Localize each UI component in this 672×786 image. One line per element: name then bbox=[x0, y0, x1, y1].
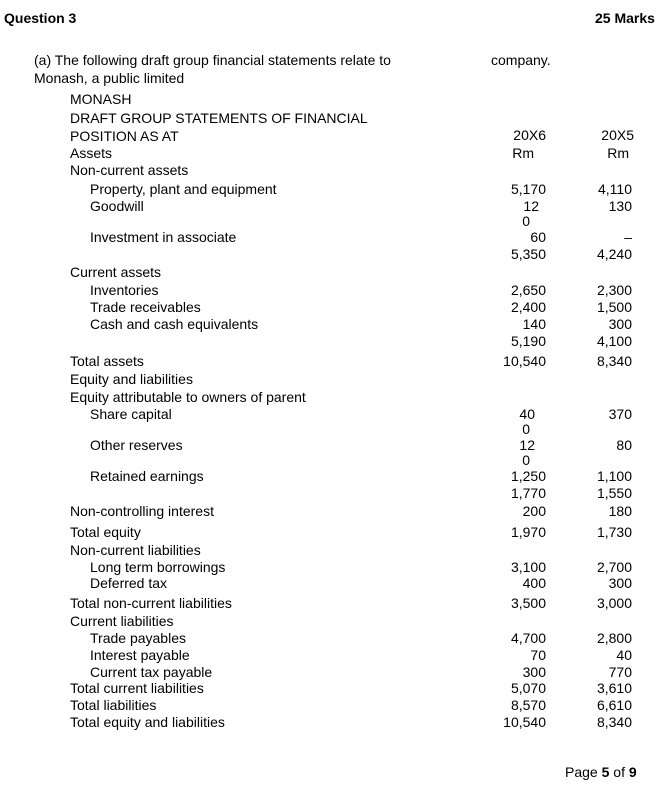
page-current: 5 bbox=[601, 764, 610, 780]
total-assets-20x6: 10,540 bbox=[503, 353, 546, 369]
total-equity-20x6: 1,970 bbox=[510, 524, 546, 540]
other-reserves-20x6-a: 12 bbox=[519, 437, 535, 453]
tax-payable-20x5: 770 bbox=[608, 664, 632, 680]
goodwill-20x6-b: 0 bbox=[522, 213, 530, 229]
statement-title-1: DRAFT GROUP STATEMENTS OF FINANCIAL bbox=[70, 110, 368, 126]
cash-label: Cash and cash equivalents bbox=[90, 316, 259, 332]
total-assets-20x5: 8,340 bbox=[596, 353, 632, 369]
non-current-liabilities-heading: Non-current liabilities bbox=[70, 542, 201, 558]
ca-total-20x6: 5,190 bbox=[510, 333, 546, 349]
ppe-label: Property, plant and equipment bbox=[90, 181, 277, 197]
statement-title-2: POSITION AS AT bbox=[70, 128, 179, 144]
total-cl-20x5: 3,610 bbox=[596, 680, 632, 696]
col1-unit: Rm bbox=[512, 145, 534, 161]
associate-20x6: 60 bbox=[530, 229, 546, 245]
long-term-borrowings-20x5: 2,700 bbox=[596, 559, 632, 575]
share-capital-label: Share capital bbox=[90, 406, 172, 422]
total-equity-liabilities-label: Total equity and liabilities bbox=[70, 714, 225, 730]
entity-name: MONASH bbox=[70, 91, 132, 107]
total-liabilities-20x6: 8,570 bbox=[510, 697, 546, 713]
page-number bbox=[565, 764, 637, 780]
trade-receivables-20x6: 2,400 bbox=[510, 299, 546, 315]
equity-subtotal-20x6: 1,770 bbox=[510, 485, 546, 501]
share-capital-20x6-b: 0 bbox=[522, 421, 530, 437]
other-reserves-20x5: 80 bbox=[616, 437, 632, 453]
interest-payable-label: Interest payable bbox=[90, 647, 190, 663]
total-assets-label: Total assets bbox=[70, 353, 144, 369]
nci-label: Non-controlling interest bbox=[70, 503, 214, 519]
tax-payable-20x6: 300 bbox=[522, 664, 546, 680]
total-cl-label: Total current liabilities bbox=[70, 680, 204, 696]
inventories-20x6: 2,650 bbox=[510, 282, 546, 298]
retained-earnings-20x6: 1,250 bbox=[510, 468, 546, 484]
intro-line-1: (a) The following draft group financial statements relate to bbox=[34, 52, 391, 68]
goodwill-label: Goodwill bbox=[90, 198, 144, 214]
equity-parent-heading: Equity attributable to owners of parent bbox=[70, 389, 306, 405]
nci-20x6: 200 bbox=[522, 503, 546, 519]
trade-receivables-20x5: 1,500 bbox=[596, 299, 632, 315]
assets-heading: Assets bbox=[70, 145, 113, 161]
cash-20x6: 140 bbox=[522, 316, 546, 332]
tax-payable-label: Current tax payable bbox=[90, 664, 213, 680]
share-capital-20x5: 370 bbox=[608, 406, 632, 422]
page-of: of bbox=[609, 764, 629, 780]
trade-payables-20x5: 2,800 bbox=[596, 630, 632, 646]
ppe-20x5: 4,110 bbox=[598, 181, 632, 197]
equity-subtotal-20x5: 1,550 bbox=[596, 485, 632, 501]
nci-20x5: 180 bbox=[608, 503, 632, 519]
col1-year: 20X6 bbox=[513, 127, 546, 143]
equity-liabilities-heading: Equity and liabilities bbox=[70, 371, 193, 387]
total-ncl-20x6: 3,500 bbox=[510, 595, 546, 611]
col2-unit: Rm bbox=[607, 145, 629, 161]
total-equity-liabilities-20x6: 10,540 bbox=[503, 714, 546, 730]
retained-earnings-20x5: 1,100 bbox=[596, 468, 632, 484]
cash-20x5: 300 bbox=[608, 316, 632, 332]
non-current-assets-heading: Non-current assets bbox=[70, 162, 189, 178]
goodwill-20x6-a: 12 bbox=[523, 198, 539, 214]
page-total: 9 bbox=[628, 764, 637, 780]
current-assets-heading: Current assets bbox=[70, 264, 162, 280]
total-ncl-label: Total non-current liabilities bbox=[70, 595, 232, 611]
total-equity-20x5: 1,730 bbox=[596, 524, 632, 540]
deferred-tax-label: Deferred tax bbox=[90, 575, 168, 591]
intro-company: company. bbox=[491, 52, 551, 68]
total-liabilities-label: Total liabilities bbox=[70, 697, 157, 713]
long-term-borrowings-label: Long term borrowings bbox=[90, 559, 226, 575]
total-liabilities-20x5: 6,610 bbox=[596, 697, 632, 713]
retained-earnings-label: Retained earnings bbox=[90, 468, 204, 484]
ca-total-20x5: 4,100 bbox=[596, 333, 632, 349]
deferred-tax-20x5: 300 bbox=[608, 575, 632, 591]
trade-receivables-label: Trade receivables bbox=[90, 299, 201, 315]
total-ncl-20x5: 3,000 bbox=[596, 595, 632, 611]
deferred-tax-20x6: 400 bbox=[522, 575, 546, 591]
trade-payables-20x6: 4,700 bbox=[510, 630, 546, 646]
nca-total-20x5: 4,240 bbox=[596, 246, 632, 262]
interest-payable-20x6: 70 bbox=[530, 647, 546, 663]
associate-label: Investment in associate bbox=[90, 229, 237, 245]
total-equity-liabilities-20x5: 8,340 bbox=[596, 714, 632, 730]
question-heading: Question 3 bbox=[4, 10, 77, 26]
goodwill-20x5: 130 bbox=[608, 198, 632, 214]
share-capital-20x6-a: 40 bbox=[519, 406, 535, 422]
long-term-borrowings-20x6: 3,100 bbox=[510, 559, 546, 575]
inventories-label: Inventories bbox=[90, 282, 159, 298]
page-prefix: Page bbox=[565, 764, 602, 780]
inventories-20x5: 2,300 bbox=[596, 282, 632, 298]
total-cl-20x6: 5,070 bbox=[510, 680, 546, 696]
associate-20x5: – bbox=[624, 229, 632, 245]
col2-year: 20X5 bbox=[601, 127, 634, 143]
marks-label: 25 Marks bbox=[595, 10, 655, 26]
intro-line-2: Monash, a public limited bbox=[34, 70, 185, 86]
trade-payables-label: Trade payables bbox=[90, 630, 186, 646]
current-liabilities-heading: Current liabilities bbox=[70, 613, 174, 629]
total-equity-label: Total equity bbox=[70, 524, 141, 540]
other-reserves-label: Other reserves bbox=[90, 437, 183, 453]
interest-payable-20x5: 40 bbox=[616, 647, 632, 663]
ppe-20x6: 5,170 bbox=[510, 181, 546, 197]
other-reserves-20x6-b: 0 bbox=[522, 452, 530, 468]
nca-total-20x6: 5,350 bbox=[510, 246, 546, 262]
